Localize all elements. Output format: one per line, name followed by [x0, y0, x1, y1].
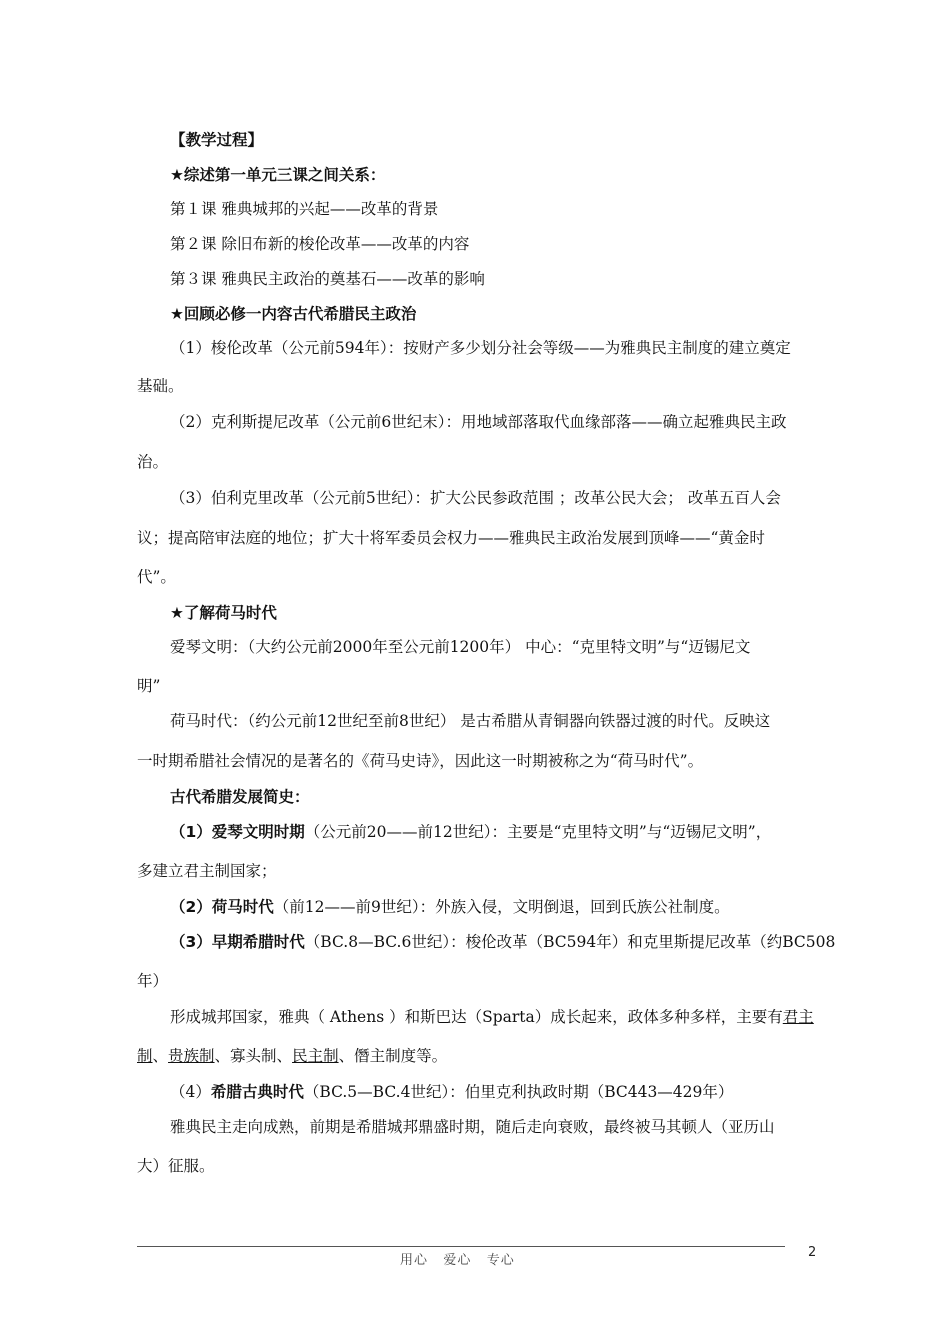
lesson-1: 第１课 雅典城邦的兴起——改革的背景 [170, 200, 439, 218]
history-item-4-detail-2: 大）征服。 [137, 1157, 215, 1175]
heading-unit-relations: ★综述第一单元三课之间关系： [170, 166, 386, 184]
term-democracy: 民主制 [292, 1047, 339, 1065]
history-item-4-title: 希腊古典时代 [210, 1083, 304, 1101]
history-item-1-text: （公元前20——前12世纪）：主要是“克里特文明”与“迈锡尼文明”， [304, 823, 772, 841]
history-item-3-detail-1 [170, 1006, 860, 1028]
history-item-1-title: （1）爱琴文明时期 [170, 823, 305, 841]
footer-divider [137, 1246, 785, 1247]
term-monarchy-part1: 君主 [782, 1008, 814, 1026]
footer-motto: 用心 爱心 专心 [400, 1253, 515, 1268]
term-aristocracy: 贵族制 [168, 1047, 215, 1065]
lesson-2: 第２课 除旧布新的梭伦改革——改革的内容 [170, 235, 470, 253]
history-item-3 [170, 931, 860, 953]
history-item-1-cont: 多建立君主制国家； [137, 862, 277, 880]
history-item-3-text: （BC.8—BC.6世纪）：梭伦改革（BC594年）和克里斯提尼改革（约BC508 [304, 933, 836, 951]
section-title: 【教学过程】 [170, 131, 264, 149]
history-item-3-cont: 年） [137, 972, 169, 990]
history-item-4-detail-1: 雅典民主走向成熟，前期是希腊城邦鼎盛时期，随后走向衰败，最终被马其顿人（亚历山 [170, 1118, 775, 1136]
separator: 、 [152, 1047, 169, 1065]
term-monarchy-part2: 制 [137, 1047, 153, 1065]
paragraph-cleisthenes-2: 治。 [137, 453, 169, 471]
history-item-2-text: （前12——前9世纪）：外族入侵，文明倒退，回到氏族公社制度。 [273, 898, 730, 916]
paragraph-pericles-1: （3）伯利克里改革（公元前5世纪）：扩大公民参政范围 ；改革公民大会； 改革五百人会 [170, 489, 781, 507]
heading-history: 古代希腊发展简史： [170, 788, 310, 806]
history-item-3-title: （3）早期希腊时代 [170, 933, 305, 951]
paragraph-pericles-2: 议；提高陪审法庭的地位；扩大十将军委员会权力——雅典民主政治发展到顶峰——“黄金时 [137, 529, 765, 547]
paragraph-solon-1: （1）梭伦改革（公元前594年）：按财产多少划分社会等级——为雅典民主制度的建立奠定 [170, 339, 791, 357]
history-item-4-number: （4） [170, 1083, 211, 1101]
history-item-4-text: （BC.5—BC.4世纪）：伯里克利执政时期（BC443—429年） [303, 1083, 734, 1101]
history-item-4 [170, 1081, 860, 1103]
paragraph-pericles-3: 代”。 [137, 568, 176, 586]
paragraph-aegean-1: 爱琴文明：（大约公元前2000年至公元前1200年） 中心：“克里特文明”与“迈锡尼文 [170, 638, 751, 656]
heading-homer: ★了解荷马时代 [170, 604, 277, 622]
history-item-2 [170, 896, 860, 918]
page-number: 2 [808, 1245, 817, 1260]
lesson-3: 第３课 雅典民主政治的奠基石——改革的影响 [170, 270, 485, 288]
history-item-3-detail-2 [137, 1045, 827, 1067]
detail-text: 形成城邦国家，雅典（ Athens ）和斯巴达（Sparta）成长起来，政体多种多样，主要有 [170, 1008, 783, 1026]
paragraph-solon-2: 基础。 [137, 377, 184, 395]
paragraph-cleisthenes-1: （2）克利斯提尼改革（公元前6世纪末）：用地域部落取代血缘部落——确立起雅典民主政 [170, 413, 787, 431]
detail-text: 、僭主制度等。 [338, 1047, 448, 1065]
paragraph-aegean-2: 明” [137, 677, 161, 695]
heading-review: ★回顾必修一内容古代希腊民主政治 [170, 305, 417, 323]
paragraph-homer-1: 荷马时代：（约公元前12世纪至前8世纪） 是古希腊从青铜器向铁器过渡的时代。反映这 [170, 712, 771, 730]
history-item-1 [170, 821, 860, 843]
history-item-2-title: （2）荷马时代 [170, 898, 274, 916]
separator: 、寡头制、 [214, 1047, 293, 1065]
paragraph-homer-2: 一时期希腊社会情况的是著名的《荷马史诗》，因此这一时期被称之为“荷马时代”。 [137, 752, 704, 770]
